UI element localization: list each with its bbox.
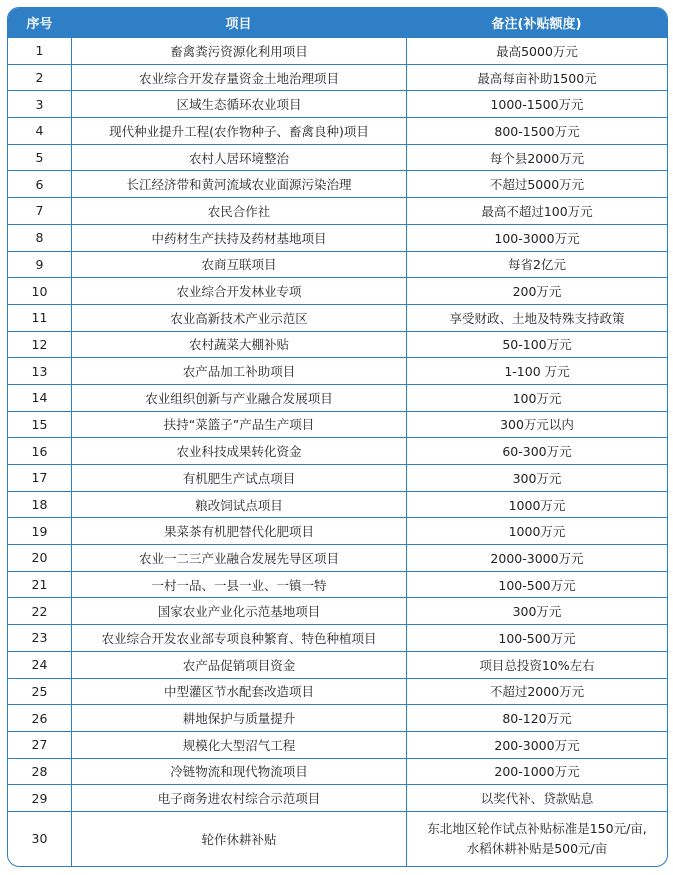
row-number: 29	[8, 784, 71, 811]
row-note: 60-300万元	[406, 437, 667, 464]
row-project: 农业综合开发林业专项	[71, 277, 406, 304]
row-note: 最高5000万元	[406, 37, 667, 64]
row-note: 80-120万元	[406, 704, 667, 731]
table-row	[8, 197, 667, 224]
table-row	[8, 544, 667, 571]
table-row	[8, 411, 667, 438]
table-row	[8, 784, 667, 811]
row-project: 农业综合开发存量资金土地治理项目	[71, 64, 406, 91]
table-row	[8, 491, 667, 518]
row-number: 9	[8, 251, 71, 278]
row-project: 农业科技成果转化资金	[71, 437, 406, 464]
table-row	[8, 37, 667, 64]
row-number: 13	[8, 357, 71, 384]
table-row	[8, 597, 667, 624]
row-project: 冷链物流和现代物流项目	[71, 758, 406, 785]
row-number: 3	[8, 90, 71, 117]
row-note: 100-3000万元	[406, 224, 667, 251]
row-number: 15	[8, 411, 71, 438]
table-row	[8, 517, 667, 544]
row-number: 27	[8, 731, 71, 758]
row-project: 农村蔬菜大棚补贴	[71, 331, 406, 358]
row-project: 规模化大型沼气工程	[71, 731, 406, 758]
row-number: 20	[8, 544, 71, 571]
table-row	[8, 678, 667, 705]
row-project: 一村一品、一县一业、一镇一特	[71, 571, 406, 598]
row-project: 农业一二三产业融合发展先导区项目	[71, 544, 406, 571]
row-note: 100-500万元	[406, 571, 667, 598]
table-row	[8, 811, 667, 866]
table-row	[8, 437, 667, 464]
row-note: 最高每亩补助1500元	[406, 64, 667, 91]
row-number: 10	[8, 277, 71, 304]
row-note: 300万元以内	[406, 411, 667, 438]
subsidy-table-container	[7, 7, 666, 867]
row-project: 农村人居环境整治	[71, 144, 406, 171]
row-project: 农商互联项目	[71, 251, 406, 278]
row-project: 现代种业提升工程(农作物种子、畜禽良种)项目	[71, 117, 406, 144]
row-note: 300万元	[406, 597, 667, 624]
header-note: 备注(补贴额度)	[406, 8, 667, 37]
row-note: 1-100 万元	[406, 357, 667, 384]
row-number: 4	[8, 117, 71, 144]
row-number: 25	[8, 678, 71, 705]
row-project: 电子商务进农村综合示范项目	[71, 784, 406, 811]
table-row	[8, 304, 667, 331]
table-row	[8, 624, 667, 651]
row-project: 轮作休耕补贴	[71, 811, 406, 866]
row-note: 100万元	[406, 384, 667, 411]
table-row	[8, 651, 667, 678]
table-row	[8, 384, 667, 411]
row-note: 200-1000万元	[406, 758, 667, 785]
row-note: 每省2亿元	[406, 251, 667, 278]
row-note: 项目总投资10%左右	[406, 651, 667, 678]
row-note: 不超过5000万元	[406, 170, 667, 197]
row-number: 11	[8, 304, 71, 331]
table-row	[8, 331, 667, 358]
row-number: 30	[8, 811, 71, 866]
row-project: 中型灌区节水配套改造项目	[71, 678, 406, 705]
table-row	[8, 251, 667, 278]
table-row	[8, 758, 667, 785]
row-number: 21	[8, 571, 71, 598]
row-note	[406, 811, 667, 866]
row-project: 扶持“菜篮子”产品生产项目	[71, 411, 406, 438]
row-project: 农业高新技术产业示范区	[71, 304, 406, 331]
row-number: 19	[8, 517, 71, 544]
row-number: 17	[8, 464, 71, 491]
row-project: 耕地保护与质量提升	[71, 704, 406, 731]
row-project: 畜禽粪污资源化利用项目	[71, 37, 406, 64]
row-number: 26	[8, 704, 71, 731]
table-row	[8, 224, 667, 251]
row-number: 28	[8, 758, 71, 785]
row-note: 200万元	[406, 277, 667, 304]
row-note: 以奖代补、贷款贴息	[406, 784, 667, 811]
row-project: 国家农业产业化示范基地项目	[71, 597, 406, 624]
row-number: 14	[8, 384, 71, 411]
row-number: 24	[8, 651, 71, 678]
row-number: 1	[8, 37, 71, 64]
table-body	[8, 37, 667, 866]
row-number: 12	[8, 331, 71, 358]
row-project: 农产品促销项目资金	[71, 651, 406, 678]
row-project: 粮改饲试点项目	[71, 491, 406, 518]
table-row	[8, 170, 667, 197]
row-note: 1000万元	[406, 491, 667, 518]
row-number: 18	[8, 491, 71, 518]
row-number: 7	[8, 197, 71, 224]
row-note: 1000万元	[406, 517, 667, 544]
row-note: 50-100万元	[406, 331, 667, 358]
row-project: 果菜茶有机肥替代化肥项目	[71, 517, 406, 544]
row-number: 23	[8, 624, 71, 651]
row-project: 中药材生产扶持及药材基地项目	[71, 224, 406, 251]
row-number: 8	[8, 224, 71, 251]
subsidy-table	[7, 7, 668, 867]
row-project: 农业组织创新与产业融合发展项目	[71, 384, 406, 411]
header-row	[8, 8, 667, 37]
row-number: 5	[8, 144, 71, 171]
row-note: 800-1500万元	[406, 117, 667, 144]
table-row	[8, 90, 667, 117]
table-row	[8, 117, 667, 144]
row-number: 6	[8, 170, 71, 197]
row-note-line-1: 东北地区轮作试点补贴标准是150元/亩,	[427, 820, 647, 836]
row-project: 有机肥生产试点项目	[71, 464, 406, 491]
table-row	[8, 357, 667, 384]
row-note: 200-3000万元	[406, 731, 667, 758]
header-project: 项目	[71, 8, 406, 37]
row-note: 不超过2000万元	[406, 678, 667, 705]
table-row	[8, 277, 667, 304]
row-number: 2	[8, 64, 71, 91]
row-note: 1000-1500万元	[406, 90, 667, 117]
table-header	[8, 8, 667, 37]
row-note: 300万元	[406, 464, 667, 491]
row-note: 最高不超过100万元	[406, 197, 667, 224]
row-project: 农产品加工补助项目	[71, 357, 406, 384]
row-number: 16	[8, 437, 71, 464]
table-row	[8, 64, 667, 91]
table-row	[8, 704, 667, 731]
table-row	[8, 731, 667, 758]
table-row	[8, 571, 667, 598]
row-project: 区域生态循环农业项目	[71, 90, 406, 117]
table-row	[8, 144, 667, 171]
header-number: 序号	[8, 8, 71, 37]
row-project: 长江经济带和黄河流域农业面源污染治理	[71, 170, 406, 197]
row-project: 农民合作社	[71, 197, 406, 224]
row-note: 100-500万元	[406, 624, 667, 651]
row-project: 农业综合开发农业部专项良种繁育、特色种植项目	[71, 624, 406, 651]
row-note: 每个县2000万元	[406, 144, 667, 171]
row-note-line-2: 水稻休耕补贴是500元/亩	[466, 840, 608, 856]
table-row	[8, 464, 667, 491]
row-number: 22	[8, 597, 71, 624]
row-note: 2000-3000万元	[406, 544, 667, 571]
row-note: 享受财政、土地及特殊支持政策	[406, 304, 667, 331]
